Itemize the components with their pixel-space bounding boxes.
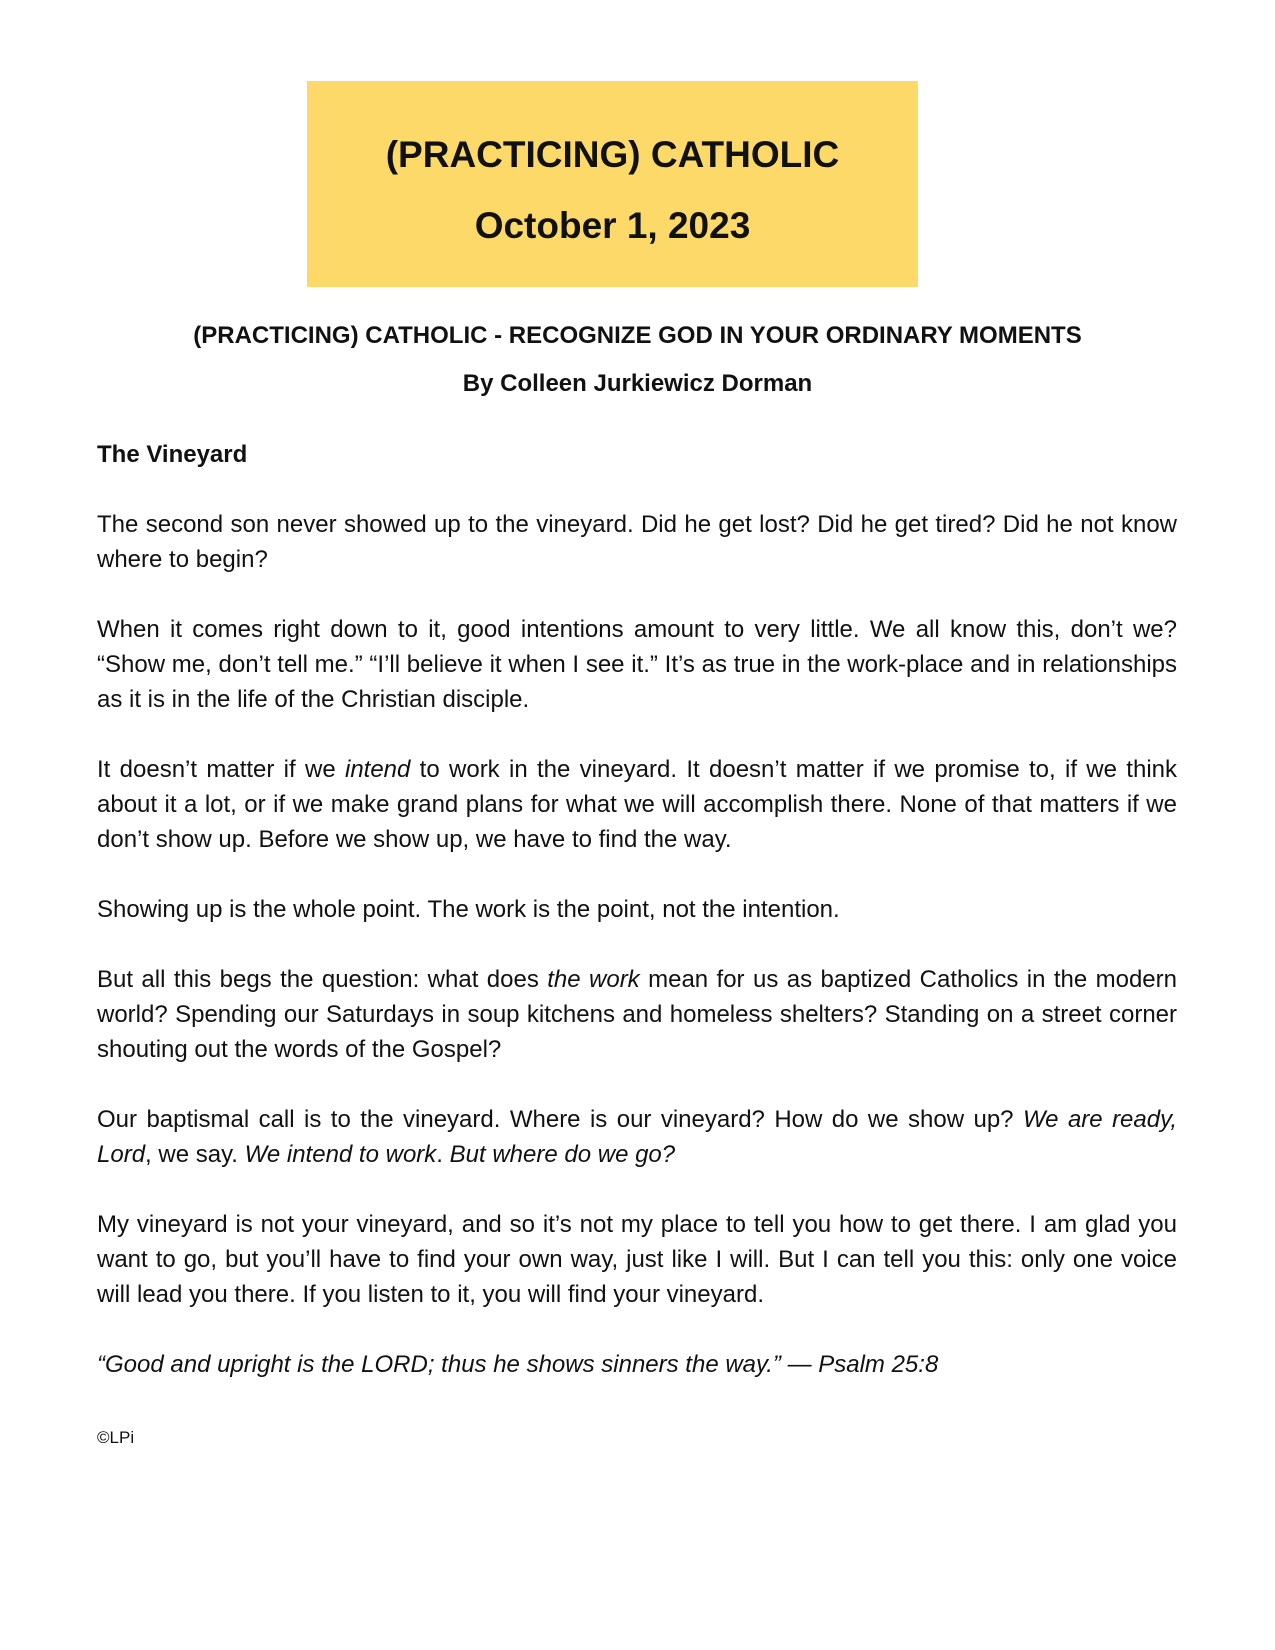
- article-byline: By Colleen Jurkiewicz Dorman: [462, 370, 813, 397]
- paragraph-6-emphasis-2: We intend to work: [244, 1141, 437, 1168]
- paragraph-6-emphasis-3: But where do we go?: [449, 1141, 676, 1168]
- paragraph-6-emphasis-1: We are ready, Lord: [97, 1106, 1177, 1168]
- article-headline: (PRACTICING) CATHOLIC - RECOGNIZE GOD IN YOUR ORDINARY MOMENTS: [193, 322, 1082, 349]
- paragraph-6: [97, 1102, 1177, 1172]
- paragraph-3-text-c: to work in the vineyard. It doesn’t matter if we promise to, if we think about it a lot, or if we make grand plans for what we will accomplish there. None of that matters if we don’t show up. Before we show up, we have to find the way.: [97, 756, 1177, 853]
- paragraph-3-text-a: It doesn’t matter if we: [97, 756, 345, 783]
- title-banner: [307, 81, 918, 287]
- paragraph-2: When it comes right down to it, good intentions amount to very little. We all know this, don’t we? “Show me, don’t tell me.” “I’ll believe it when I see it.” It’s as true in the work-place and in relationships as it is in the life of the Christian disciple.: [97, 616, 1177, 713]
- paragraph-6-text-c: , we say.: [145, 1141, 245, 1168]
- banner-title: (PRACTICING) CATHOLIC: [385, 134, 840, 175]
- paragraph-5-emphasis: the work: [547, 966, 640, 993]
- paragraph-5-text-c: mean for us as baptized Catholics in the modern world? Spending our Saturdays in soup kitchens and homeless shelters? Standing on a street corner shouting out the words of the Gospel?: [97, 966, 1177, 1063]
- scripture-quote: “Good and upright is the LORD; thus he shows sinners the way.” — Psalm 25:8: [97, 1351, 939, 1378]
- paragraph-3-emphasis: intend: [344, 756, 411, 783]
- paragraph-1: The second son never showed up to the vineyard. Did he get lost? Did he get tired? Did he not know where to begin?: [97, 511, 1177, 573]
- paragraph-7: My vineyard is not your vineyard, and so it’s not my place to tell you how to get there. I am glad you want to go, but you’ll have to find your own way, just like I will. But I can tell you this: only one voice will lead you there. If you listen to it, you will find your vineyard.: [97, 1211, 1177, 1308]
- banner-date: October 1, 2023: [474, 205, 751, 246]
- section-title: The Vineyard: [97, 441, 248, 468]
- paragraph-5-text-a: But all this begs the question: what does: [97, 966, 548, 993]
- article-body: [97, 437, 1177, 1449]
- paragraph-6-text-a: Our baptismal call is to the vineyard. Where is our vineyard? How do we show up?: [97, 1106, 1023, 1133]
- paragraph-6-text-e: .: [436, 1141, 450, 1168]
- copyright-notice: ©LPi: [97, 1428, 135, 1447]
- paragraph-4: Showing up is the whole point. The work is the point, not the intention.: [97, 896, 840, 923]
- paragraph-3: [97, 752, 1177, 857]
- paragraph-5: [97, 962, 1177, 1067]
